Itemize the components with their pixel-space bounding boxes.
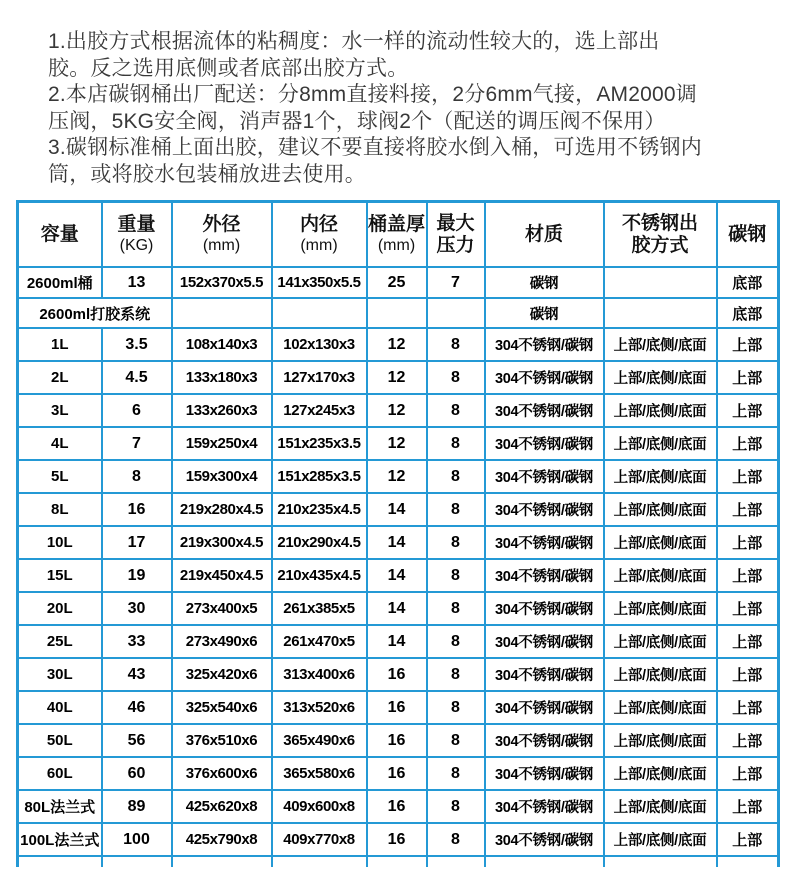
cell-carbon-steel: 上部 <box>717 493 779 526</box>
cell-inner-diameter: 313x400x6 <box>272 658 367 691</box>
cell-ss-glue-outlet: 上部/底侧/底面 <box>604 427 717 460</box>
table-row <box>18 757 779 790</box>
cell-weight-kg: 46 <box>102 691 172 724</box>
cell-material: 304不锈钢/碳钢 <box>485 526 604 559</box>
cell-ss-glue-outlet <box>604 298 717 328</box>
cell-empty <box>367 856 427 867</box>
cell-material: 304不锈钢/碳钢 <box>485 592 604 625</box>
product-spec-page <box>0 29 792 867</box>
cell-lid-thickness: 25 <box>367 267 427 298</box>
cell-material: 304不锈钢/碳钢 <box>485 361 604 394</box>
table-row <box>18 493 779 526</box>
cell-material: 304不锈钢/碳钢 <box>485 559 604 592</box>
cell-outer-diameter: 325x540x6 <box>172 691 272 724</box>
column-header-weight-kg: 重量 (KG) <box>102 202 172 268</box>
cropped-row-stub <box>18 856 779 867</box>
cell-weight-kg: 60 <box>102 757 172 790</box>
cell-weight-kg: 30 <box>102 592 172 625</box>
cell-capacity: 3L <box>18 394 102 427</box>
cell-weight-kg: 17 <box>102 526 172 559</box>
cell-lid-thickness: 12 <box>367 361 427 394</box>
cell-inner-diameter: 365x580x6 <box>272 757 367 790</box>
cell-material: 304不锈钢/碳钢 <box>485 790 604 823</box>
cell-capacity: 100L法兰式 <box>18 823 102 856</box>
cell-capacity: 40L <box>18 691 102 724</box>
column-header-max-pressure: 最大 压力 <box>427 202 485 268</box>
cell-max-pressure: 8 <box>427 658 485 691</box>
table-row <box>18 328 779 361</box>
cell-max-pressure: 8 <box>427 790 485 823</box>
cell-carbon-steel: 上部 <box>717 427 779 460</box>
column-header-carbon-steel: 碳钢 <box>717 202 779 268</box>
cell-outer-diameter: 159x250x4 <box>172 427 272 460</box>
cell-capacity: 2600ml打胶系统 <box>18 298 172 328</box>
cell-material: 304不锈钢/碳钢 <box>485 658 604 691</box>
cell-max-pressure: 8 <box>427 724 485 757</box>
cell-carbon-steel: 上部 <box>717 757 779 790</box>
cell-carbon-steel: 上部 <box>717 790 779 823</box>
cell-ss-glue-outlet: 上部/底侧/底面 <box>604 625 717 658</box>
cell-weight-kg: 3.5 <box>102 328 172 361</box>
table-row <box>18 724 779 757</box>
cell-empty <box>604 856 717 867</box>
cell-weight-kg: 19 <box>102 559 172 592</box>
column-header-outer-diameter: 外径 (mm) <box>172 202 272 268</box>
cell-material: 304不锈钢/碳钢 <box>485 460 604 493</box>
cell-capacity: 25L <box>18 625 102 658</box>
cell-inner-diameter: 102x130x3 <box>272 328 367 361</box>
cell-material: 304不锈钢/碳钢 <box>485 427 604 460</box>
cell-carbon-steel: 上部 <box>717 592 779 625</box>
cell-capacity: 30L <box>18 658 102 691</box>
cell-ss-glue-outlet: 上部/底侧/底面 <box>604 691 717 724</box>
note-line: 2.本店碳钢桶出厂配送：分8mm直接料接，2分6mm气接，AM2000调 <box>48 83 697 106</box>
cell-capacity: 2L <box>18 361 102 394</box>
cell-max-pressure: 8 <box>427 559 485 592</box>
cell-ss-glue-outlet: 上部/底侧/底面 <box>604 394 717 427</box>
cell-max-pressure: 8 <box>427 493 485 526</box>
cell-outer-diameter: 219x450x4.5 <box>172 559 272 592</box>
header-row <box>18 202 779 268</box>
cell-inner-diameter: 141x350x5.5 <box>272 267 367 298</box>
cell-inner-diameter: 261x385x5 <box>272 592 367 625</box>
cell-max-pressure: 8 <box>427 427 485 460</box>
cell-carbon-steel: 上部 <box>717 460 779 493</box>
cell-lid-thickness: 16 <box>367 823 427 856</box>
table-row <box>18 625 779 658</box>
cell-inner-diameter: 127x245x3 <box>272 394 367 427</box>
cell-lid-thickness: 12 <box>367 394 427 427</box>
cell-carbon-steel: 上部 <box>717 823 779 856</box>
cell-lid-thickness: 16 <box>367 724 427 757</box>
cell-max-pressure: 8 <box>427 394 485 427</box>
cell-weight-kg: 100 <box>102 823 172 856</box>
cell-inner-diameter: 313x520x6 <box>272 691 367 724</box>
table-row <box>18 526 779 559</box>
note-line: 胶。反之选用底侧或者底部出胶方式。 <box>48 56 409 80</box>
table-row <box>18 394 779 427</box>
column-header-lid-thickness: 桶盖厚 (mm) <box>367 202 427 268</box>
cell-carbon-steel: 上部 <box>717 625 779 658</box>
cell-inner-diameter: 127x170x3 <box>272 361 367 394</box>
cell-capacity: 60L <box>18 757 102 790</box>
cell-capacity: 10L <box>18 526 102 559</box>
cell-max-pressure: 8 <box>427 592 485 625</box>
table-row <box>18 361 779 394</box>
cell-lid-thickness: 16 <box>367 691 427 724</box>
cell-ss-glue-outlet: 上部/底侧/底面 <box>604 460 717 493</box>
cell-capacity: 4L <box>18 427 102 460</box>
cell-ss-glue-outlet: 上部/底侧/底面 <box>604 823 717 856</box>
cell-outer-diameter: 133x260x3 <box>172 394 272 427</box>
cell-inner-diameter: 210x435x4.5 <box>272 559 367 592</box>
cell-weight-kg: 13 <box>102 267 172 298</box>
cell-empty <box>717 856 779 867</box>
cell-weight-kg: 6 <box>102 394 172 427</box>
cell-inner-diameter: 210x290x4.5 <box>272 526 367 559</box>
column-header-inner-diameter: 内径 (mm) <box>272 202 367 268</box>
cell-weight-kg: 16 <box>102 493 172 526</box>
cell-weight-kg: 4.5 <box>102 361 172 394</box>
cell-weight-kg: 43 <box>102 658 172 691</box>
cell-inner-diameter: 409x600x8 <box>272 790 367 823</box>
table-row <box>18 823 779 856</box>
cell-lid-thickness: 14 <box>367 526 427 559</box>
cell-material: 碳钢 <box>485 298 604 328</box>
cell-lid-thickness: 14 <box>367 592 427 625</box>
table-row <box>18 658 779 691</box>
cell-ss-glue-outlet: 上部/底侧/底面 <box>604 328 717 361</box>
cell-max-pressure: 8 <box>427 361 485 394</box>
cell-empty <box>427 856 485 867</box>
cell-material: 304不锈钢/碳钢 <box>485 724 604 757</box>
cell-ss-glue-outlet: 上部/底侧/底面 <box>604 592 717 625</box>
cell-material: 碳钢 <box>485 267 604 298</box>
cell-outer-diameter: 273x400x5 <box>172 592 272 625</box>
cell-weight-kg: 33 <box>102 625 172 658</box>
cell-outer-diameter: 133x180x3 <box>172 361 272 394</box>
cell-weight-kg: 8 <box>102 460 172 493</box>
cell-empty <box>172 856 272 867</box>
cell-inner-diameter: 151x285x3.5 <box>272 460 367 493</box>
cell-carbon-steel: 底部 <box>717 298 779 328</box>
cell-capacity: 20L <box>18 592 102 625</box>
cell-ss-glue-outlet: 上部/底侧/底面 <box>604 757 717 790</box>
cell-carbon-steel: 上部 <box>717 691 779 724</box>
cell-lid-thickness: 14 <box>367 559 427 592</box>
cell-max-pressure: 8 <box>427 691 485 724</box>
cell-inner-diameter: 409x770x8 <box>272 823 367 856</box>
column-header-capacity: 容量 <box>18 202 102 268</box>
cell-outer-diameter <box>172 298 272 328</box>
cell-capacity: 2600ml桶 <box>18 267 102 298</box>
cell-capacity: 5L <box>18 460 102 493</box>
cell-lid-thickness <box>367 298 427 328</box>
spec-table-header <box>18 202 779 268</box>
cell-outer-diameter: 219x300x4.5 <box>172 526 272 559</box>
cell-lid-thickness: 16 <box>367 658 427 691</box>
cell-outer-diameter: 159x300x4 <box>172 460 272 493</box>
cell-inner-diameter: 261x470x5 <box>272 625 367 658</box>
cell-outer-diameter: 376x600x6 <box>172 757 272 790</box>
cell-weight-kg: 7 <box>102 427 172 460</box>
product-notes <box>48 29 756 188</box>
cell-outer-diameter: 219x280x4.5 <box>172 493 272 526</box>
cell-capacity: 15L <box>18 559 102 592</box>
cell-lid-thickness: 12 <box>367 460 427 493</box>
cell-carbon-steel: 上部 <box>717 559 779 592</box>
cell-material: 304不锈钢/碳钢 <box>485 691 604 724</box>
cell-carbon-steel: 上部 <box>717 328 779 361</box>
cell-max-pressure <box>427 298 485 328</box>
spec-table-container <box>16 200 782 867</box>
cell-capacity: 50L <box>18 724 102 757</box>
cell-lid-thickness: 12 <box>367 328 427 361</box>
cell-max-pressure: 8 <box>427 328 485 361</box>
cell-lid-thickness: 12 <box>367 427 427 460</box>
cell-max-pressure: 8 <box>427 625 485 658</box>
cell-material: 304不锈钢/碳钢 <box>485 823 604 856</box>
cell-max-pressure: 8 <box>427 757 485 790</box>
column-header-ss-glue-outlet: 不锈钢出 胶方式 <box>604 202 717 268</box>
cell-outer-diameter: 425x790x8 <box>172 823 272 856</box>
cell-material: 304不锈钢/碳钢 <box>485 625 604 658</box>
cell-empty <box>18 856 102 867</box>
column-header-material: 材质 <box>485 202 604 268</box>
table-row <box>18 790 779 823</box>
cell-ss-glue-outlet: 上部/底侧/底面 <box>604 526 717 559</box>
note-line: 1.出胶方式根据流体的粘稠度：水一样的流动性较大的，选上部出 <box>48 30 660 53</box>
cell-max-pressure: 7 <box>427 267 485 298</box>
cell-outer-diameter: 108x140x3 <box>172 328 272 361</box>
cell-lid-thickness: 16 <box>367 790 427 823</box>
cell-empty <box>102 856 172 867</box>
cell-empty <box>485 856 604 867</box>
cell-ss-glue-outlet: 上部/底侧/底面 <box>604 559 717 592</box>
cell-weight-kg: 89 <box>102 790 172 823</box>
cell-material: 304不锈钢/碳钢 <box>485 328 604 361</box>
cell-ss-glue-outlet: 上部/底侧/底面 <box>604 724 717 757</box>
cell-lid-thickness: 16 <box>367 757 427 790</box>
cell-outer-diameter: 325x420x6 <box>172 658 272 691</box>
table-row <box>18 298 779 328</box>
cell-lid-thickness: 14 <box>367 493 427 526</box>
cell-capacity: 80L法兰式 <box>18 790 102 823</box>
cell-carbon-steel: 上部 <box>717 394 779 427</box>
table-row <box>18 460 779 493</box>
cell-carbon-steel: 上部 <box>717 724 779 757</box>
spec-table <box>16 200 780 867</box>
cell-max-pressure: 8 <box>427 526 485 559</box>
cell-outer-diameter: 273x490x6 <box>172 625 272 658</box>
cell-max-pressure: 8 <box>427 823 485 856</box>
cell-outer-diameter: 152x370x5.5 <box>172 267 272 298</box>
cell-carbon-steel: 上部 <box>717 526 779 559</box>
table-row <box>18 691 779 724</box>
note-line: 压阀，5KG安全阀，消声器1个，球阀2个（配送的调压阀不保用） <box>48 109 666 133</box>
cell-ss-glue-outlet <box>604 267 717 298</box>
cell-material: 304不锈钢/碳钢 <box>485 493 604 526</box>
cell-inner-diameter: 365x490x6 <box>272 724 367 757</box>
cell-inner-diameter <box>272 298 367 328</box>
table-row <box>18 559 779 592</box>
cell-max-pressure: 8 <box>427 460 485 493</box>
cell-capacity: 1L <box>18 328 102 361</box>
cell-inner-diameter: 210x235x4.5 <box>272 493 367 526</box>
spec-table-body <box>18 267 779 867</box>
cell-outer-diameter: 376x510x6 <box>172 724 272 757</box>
cell-ss-glue-outlet: 上部/底侧/底面 <box>604 361 717 394</box>
table-row <box>18 427 779 460</box>
cell-inner-diameter: 151x235x3.5 <box>272 427 367 460</box>
cell-capacity: 8L <box>18 493 102 526</box>
cell-material: 304不锈钢/碳钢 <box>485 394 604 427</box>
table-row <box>18 592 779 625</box>
cell-material: 304不锈钢/碳钢 <box>485 757 604 790</box>
cell-ss-glue-outlet: 上部/底侧/底面 <box>604 493 717 526</box>
note-line: 3.碳钢标准桶上面出胶，建议不要直接将胶水倒入桶，可选用不锈钢内 <box>48 136 702 159</box>
cell-ss-glue-outlet: 上部/底侧/底面 <box>604 790 717 823</box>
cell-carbon-steel: 上部 <box>717 658 779 691</box>
table-row <box>18 267 779 298</box>
cell-empty <box>272 856 367 867</box>
cell-outer-diameter: 425x620x8 <box>172 790 272 823</box>
cell-weight-kg: 56 <box>102 724 172 757</box>
cell-carbon-steel: 底部 <box>717 267 779 298</box>
note-line: 筒，或将胶水包装桶放进去使用。 <box>48 162 366 186</box>
cell-lid-thickness: 14 <box>367 625 427 658</box>
cell-ss-glue-outlet: 上部/底侧/底面 <box>604 658 717 691</box>
cell-carbon-steel: 上部 <box>717 361 779 394</box>
